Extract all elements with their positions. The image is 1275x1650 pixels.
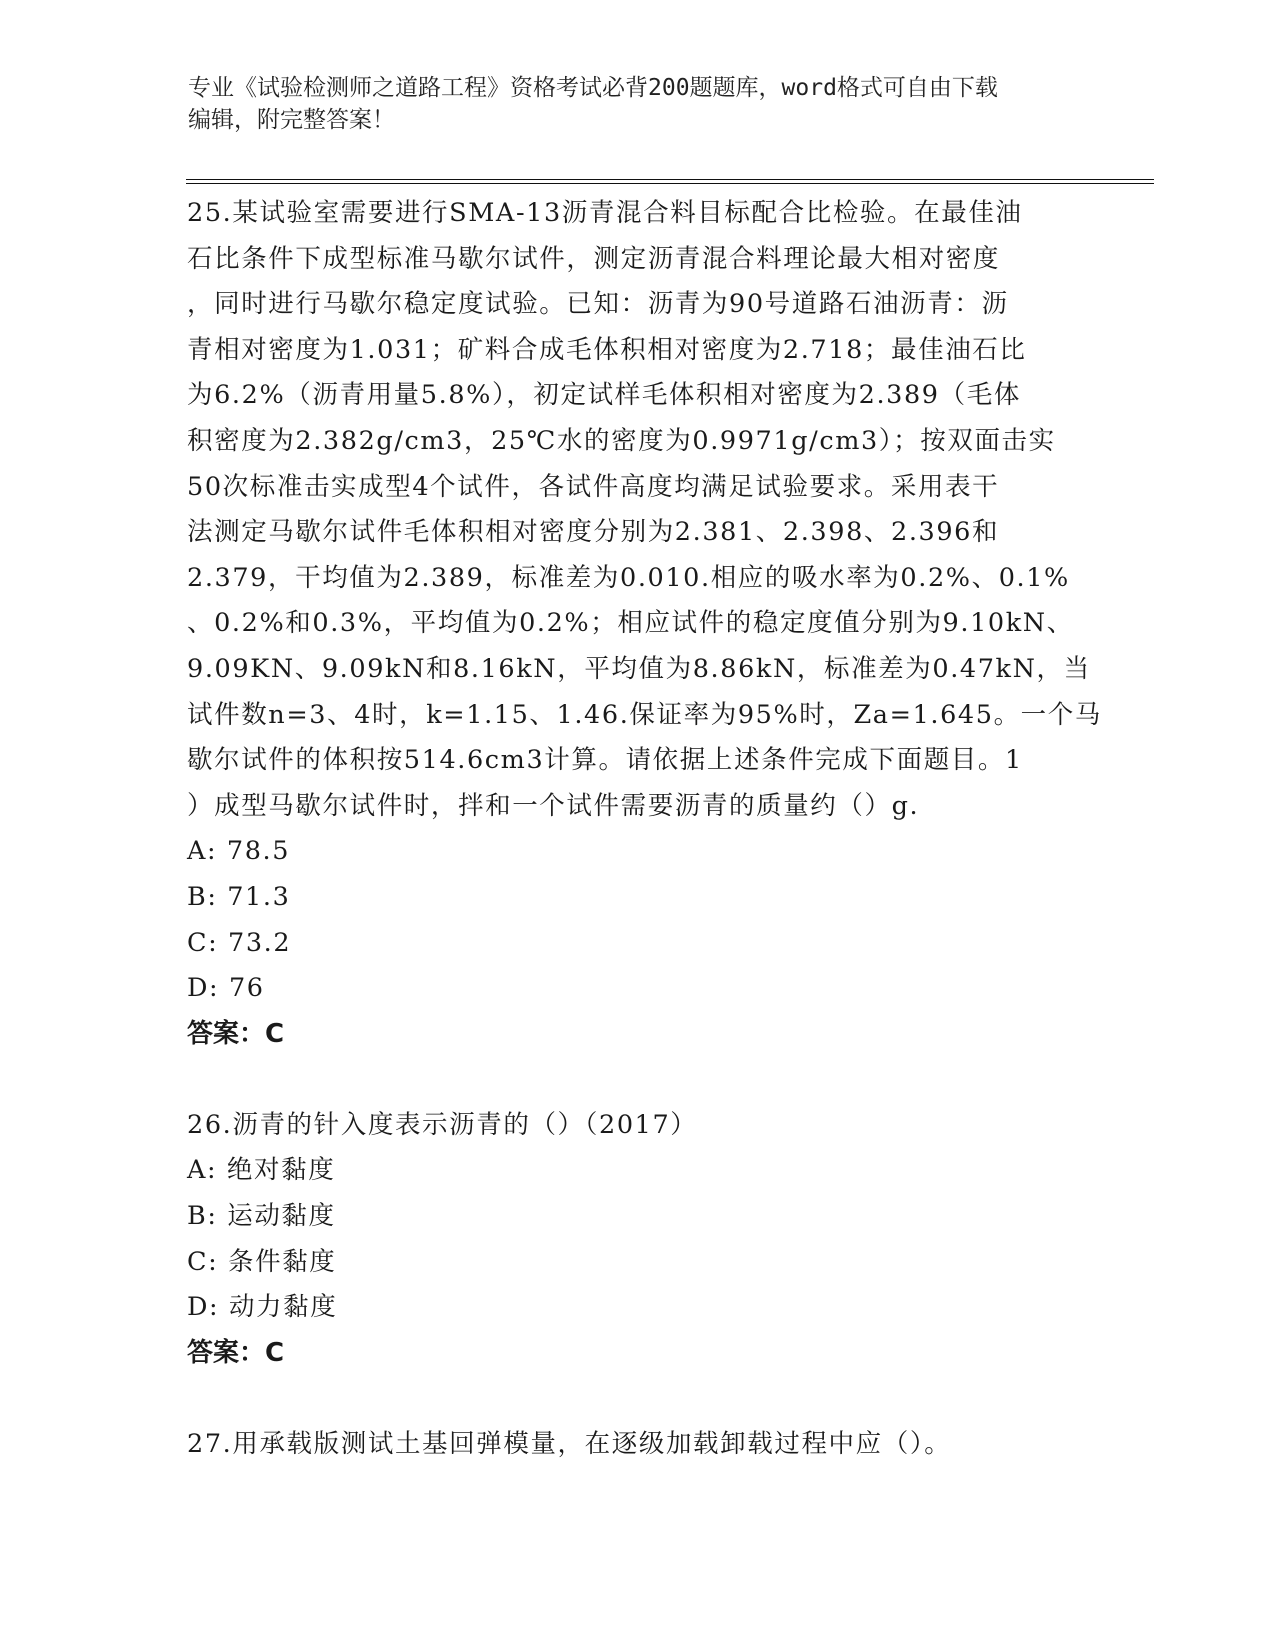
answer-label: 答案：C [187,1018,285,1049]
question-text-line: 积密度为2.382g/cm3，25℃水的密度为0.9971g/cm3）；按双面击实 [187,425,1056,456]
option-c: C: 73.2 [187,927,292,958]
option-b: B: 运动黏度 [187,1201,336,1232]
option-a: A: 78.5 [187,836,291,867]
option-a: A: 绝对黏度 [187,1155,336,1186]
question-text-line: ，同时进行马歇尔稳定度试验。已知：沥青为90号道路石油沥青：沥 [187,289,1009,320]
spacer [187,1376,1087,1422]
question-text-line: 27.用承载版测试土基回弹模量，在逐级加载卸载过程中应（）。 [187,1429,952,1460]
question-text-line: 青相对密度为1.031；矿料合成毛体积相对密度为2.718；最佳油石比 [187,334,1027,365]
question-text-line: 为6.2%（沥青用量5.8%），初定试样毛体积相对密度为2.389（毛体 [187,380,1021,411]
question-text-line: 试件数n=3、4时，k=1.15、1.46.保证率为95%时，Za=1.645。一个马 [187,699,1102,730]
question-text-line: 歇尔试件的体积按514.6cm3计算。请依据上述条件完成下面题目。1 [187,745,1023,776]
question-text-line: ）成型马歇尔试件时，拌和一个试件需要沥青的质量约（）g. [187,790,920,821]
question-text-line: 、0.2%和0.3%，平均值为0.2%；相应试件的稳定度值分别为9.10kN、 [187,608,1074,639]
spacer [187,1057,1087,1103]
question-25 [187,191,1102,1057]
header-line: 专业《试验检测师之道路工程》资格考试必背200题题库，word格式可自由下载 [188,75,998,101]
header-divider [186,179,1154,180]
header-divider [186,183,1154,184]
question-text-line: 25.某试验室需要进行SMA-13沥青混合料目标配合比检验。在最佳油 [187,198,1023,228]
question-text-line: 法测定马歇尔试件毛体积相对密度分别为2.381、2.398、2.396和 [187,517,1000,548]
question-text-line: 50次标准击实成型4个试件，各试件高度均满足试验要求。采用表干 [187,471,1000,502]
answer-label: 答案：C [187,1337,285,1368]
question-list [187,191,1102,1468]
page-header [188,72,1088,136]
question-text-line: 2.379，干均值为2.389，标准差为0.010.相应的吸水率为0.2%、0.1% [187,562,1070,593]
question-26 [187,1103,1087,1377]
option-d: D: 76 [187,973,265,1004]
question-text-line: 9.09KN、9.09kN和8.16kN，平均值为8.86kN，标准差为0.47kN，当 [187,653,1091,684]
question-text-line: 石比条件下成型标准马歇尔试件，测定沥青混合料理论最大相对密度 [187,243,1001,274]
option-d: D: 动力黏度 [187,1292,338,1323]
option-c: C: 条件黏度 [187,1246,337,1277]
question-27 [187,1422,1087,1468]
header-line: 编辑，附完整答案！ [188,107,395,133]
option-b: B: 71.3 [187,881,291,912]
question-text-line: 26.沥青的针入度表示沥青的（）（2017） [187,1109,698,1140]
